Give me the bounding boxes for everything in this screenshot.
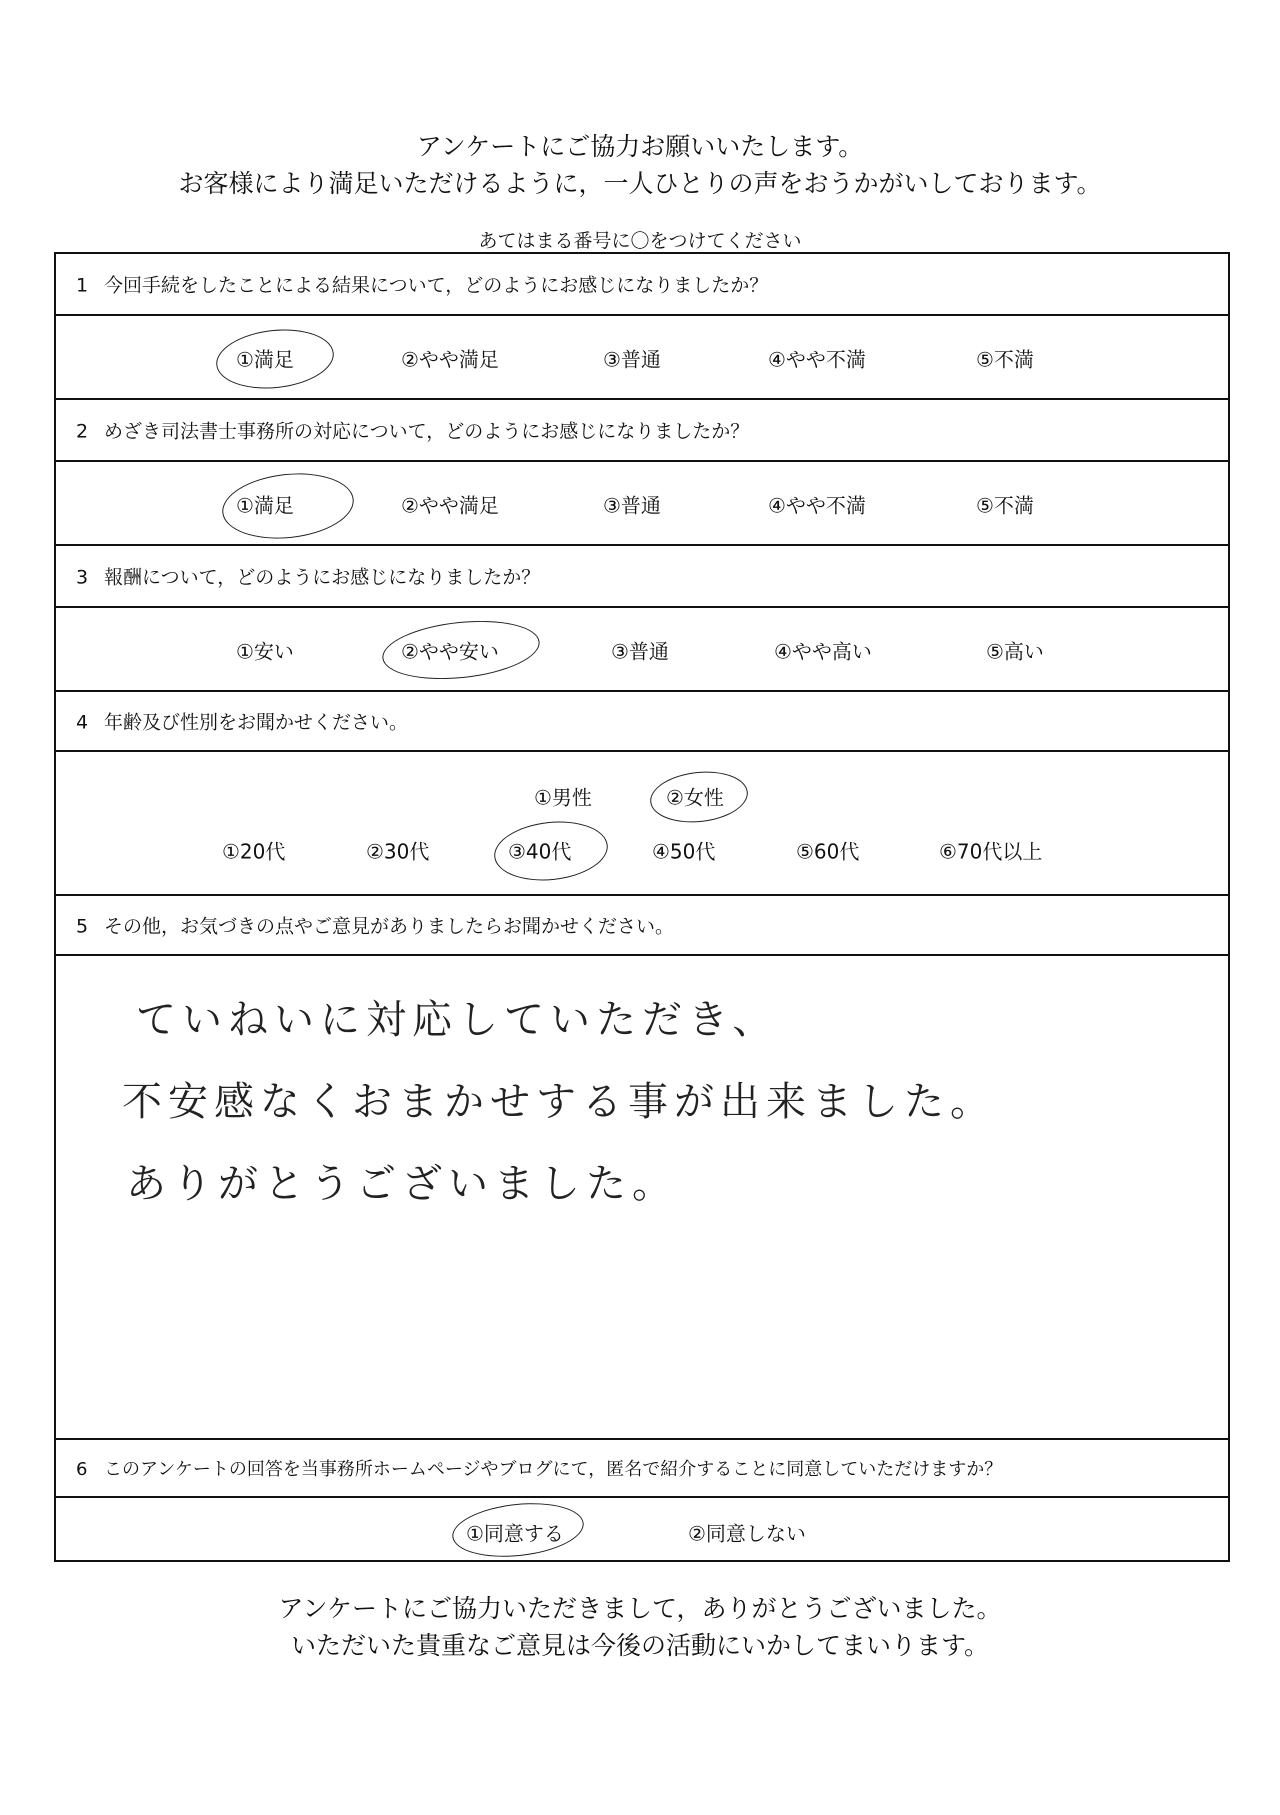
- q5-answer-area[interactable]: [56, 956, 1228, 1440]
- q4-options-row: [56, 752, 1228, 896]
- q2-selection-circle: [219, 467, 357, 544]
- q3-option-3[interactable]: ③普通: [611, 639, 669, 664]
- header-line-2: お客様により満足いただけるように，一人ひとりの声をおうかがいしております。: [178, 169, 1102, 198]
- q3-question-row: [56, 546, 1228, 608]
- q4-age-option-2[interactable]: ②30代: [366, 839, 430, 864]
- q2-option-3[interactable]: ③普通: [603, 493, 661, 518]
- q3-selection-circle: [380, 614, 543, 686]
- q1-options-row: [56, 316, 1228, 400]
- q1-option-4[interactable]: ④やや不満: [768, 347, 866, 372]
- q3-option-5[interactable]: ⑤高い: [986, 639, 1044, 664]
- q6-option-2[interactable]: ②同意しない: [688, 1521, 806, 1546]
- q4-age-option-4[interactable]: ④50代: [652, 839, 716, 864]
- q4-number: 4: [76, 711, 89, 734]
- q2-option-1[interactable]: ①満足: [236, 493, 294, 518]
- q1-option-5[interactable]: ⑤不満: [976, 347, 1034, 372]
- q6-question-row: [56, 1440, 1228, 1498]
- q6-question: このアンケートの回答を当事務所ホームページやブログにて，匿名で紹介することに同意していただけますか？: [104, 1459, 1003, 1480]
- q1-question-row: [56, 254, 1228, 316]
- q3-option-4[interactable]: ④やや高い: [774, 639, 872, 664]
- q2-number: 2: [76, 420, 89, 443]
- footer-line-1: アンケートにご協力いただきまして，ありがとうございました。: [278, 1594, 1002, 1623]
- survey-footer: [0, 1590, 1280, 1664]
- q4-age-option-3[interactable]: ③40代: [508, 839, 572, 864]
- footer-line-2: いただいた貴重なご意見は今後の活動にいかしてまいります。: [290, 1631, 989, 1660]
- q1-option-3[interactable]: ③普通: [603, 347, 661, 372]
- q5-answer-line-3: ありがとうございました。: [126, 1161, 678, 1207]
- q4-age-option-5[interactable]: ⑤60代: [796, 839, 860, 864]
- q1-number: 1: [76, 274, 89, 297]
- survey-form: [54, 252, 1230, 1562]
- q4-question: 年齢及び性別をお聞かせください。: [104, 711, 409, 734]
- q6-options-row: [56, 1498, 1228, 1560]
- q3-option-2[interactable]: ②やや安い: [401, 639, 499, 664]
- q6-option-1[interactable]: ①同意する: [466, 1521, 564, 1546]
- q2-option-2[interactable]: ②やや満足: [401, 493, 499, 518]
- q2-options-row: [56, 462, 1228, 546]
- q4-question-row: [56, 692, 1228, 752]
- q4-age-option-6[interactable]: ⑥70代以上: [939, 839, 1043, 864]
- q4-gender-option-2[interactable]: ②女性: [666, 785, 724, 810]
- q5-answer-line-1: ていねいに対応していただき、: [136, 997, 779, 1043]
- q3-options-row: [56, 608, 1228, 692]
- q6-selection-circle: [450, 1497, 587, 1563]
- q5-question-row: [56, 896, 1228, 956]
- survey-header: [0, 128, 1280, 202]
- q2-question-row: [56, 400, 1228, 462]
- q2-option-5[interactable]: ⑤不満: [976, 493, 1034, 518]
- q3-number: 3: [76, 566, 89, 589]
- q4-gender-selection-circle: [648, 767, 751, 827]
- q1-option-1[interactable]: ①満足: [236, 347, 294, 372]
- q6-number: 6: [76, 1459, 88, 1480]
- q3-option-1[interactable]: ①安い: [236, 639, 294, 664]
- q3-question: 報酬について，どのようにお感じになりましたか？: [104, 566, 541, 589]
- q5-number: 5: [76, 915, 89, 938]
- q5-answer-line-2: 不安感なくおまかせする事が出来ました。: [122, 1079, 996, 1125]
- q2-option-4[interactable]: ④やや不満: [768, 493, 866, 518]
- q5-question: その他，お気づきの点やご意見がありましたらお聞かせください。: [104, 915, 675, 938]
- q1-selection-circle: [213, 324, 336, 394]
- header-line-1: アンケートにご協力お願いいたします。: [416, 132, 864, 161]
- q4-gender-option-1[interactable]: ①男性: [534, 785, 592, 810]
- q2-question: めざき司法書士事務所の対応について，どのようにお感じになりましたか？: [104, 420, 750, 443]
- q1-question: 今回手続をしたことによる結果について，どのようにお感じになりましたか？: [104, 274, 769, 297]
- q4-age-option-1[interactable]: ①20代: [222, 839, 286, 864]
- instruction-text: あてはまる番号に〇をつけてください: [478, 230, 802, 252]
- q4-age-selection-circle: [491, 816, 610, 886]
- q1-option-2[interactable]: ②やや満足: [401, 347, 499, 372]
